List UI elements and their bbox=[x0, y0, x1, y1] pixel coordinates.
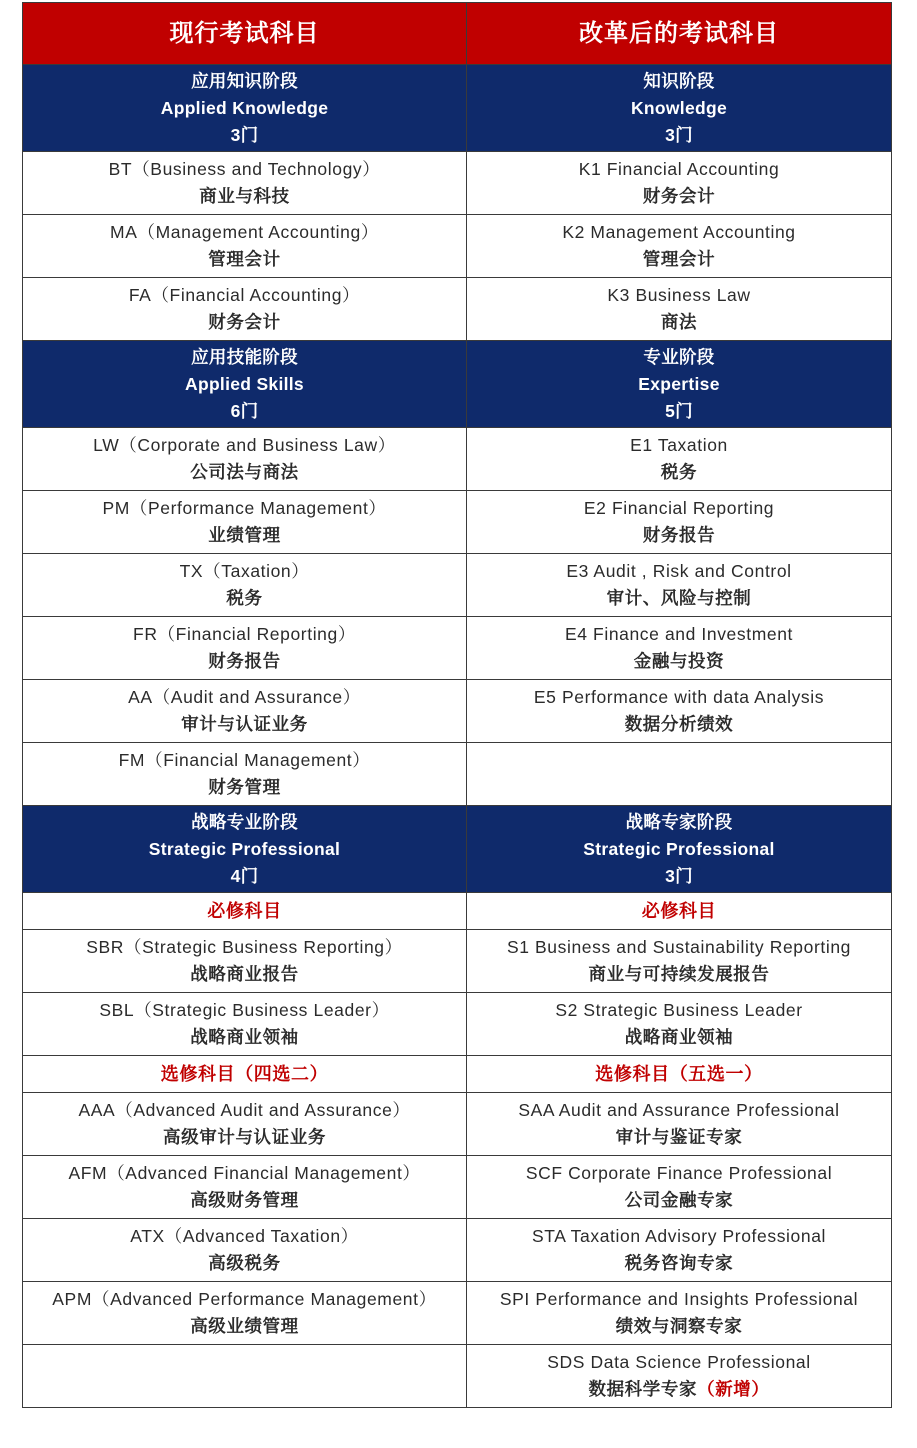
subject-en: E3 Audit , Risk and Control bbox=[566, 561, 792, 581]
subject-cell-left bbox=[23, 993, 467, 1056]
table-row bbox=[23, 1156, 892, 1219]
stage-name-cn: 战略专家阶段 bbox=[625, 811, 733, 832]
stage-name-en: Strategic Professional bbox=[148, 838, 341, 859]
stage-header-right bbox=[467, 65, 892, 152]
subject-cell-left bbox=[23, 428, 467, 491]
subject-cn: 战略商业领袖 bbox=[624, 1027, 734, 1047]
subject-cell-left bbox=[23, 1156, 467, 1219]
subject-cn: 高级业绩管理 bbox=[190, 1316, 299, 1336]
subject-cell-left bbox=[23, 152, 467, 215]
table-row bbox=[23, 1345, 892, 1408]
subject-cn: 高级审计与认证业务 bbox=[163, 1127, 326, 1147]
subject-en: MA（Management Accounting） bbox=[110, 222, 379, 242]
table-row bbox=[23, 428, 892, 491]
stage-name-en: Applied Skills bbox=[185, 373, 304, 394]
subject-cell-right bbox=[467, 617, 892, 680]
stage-name-cn: 知识阶段 bbox=[643, 70, 715, 91]
subject-en: LW（Corporate and Business Law） bbox=[93, 435, 396, 455]
stage-subject-count: 6门 bbox=[230, 400, 259, 421]
table-row bbox=[23, 743, 892, 806]
subject-cn: 公司法与商法 bbox=[190, 462, 299, 482]
stage-name-cn: 应用技能阶段 bbox=[191, 346, 298, 367]
subject-cn: 财务报告 bbox=[642, 525, 716, 545]
subject-cell-left bbox=[23, 680, 467, 743]
stage-subject-count: 3门 bbox=[230, 124, 259, 145]
subject-cell-left bbox=[23, 215, 467, 278]
subject-cell-left bbox=[23, 930, 467, 993]
subject-cn: 税务 bbox=[226, 588, 263, 608]
table-row bbox=[23, 1219, 892, 1282]
subject-en: E1 Taxation bbox=[630, 435, 728, 455]
required-label-right: 必修科目 bbox=[467, 893, 892, 930]
subject-en: FR（Financial Reporting） bbox=[133, 624, 356, 644]
stage-name-cn: 战略专业阶段 bbox=[191, 811, 298, 832]
table-row bbox=[23, 680, 892, 743]
stage-subject-count: 3门 bbox=[665, 865, 693, 886]
subject-cell-right bbox=[467, 428, 892, 491]
subject-cn: 数据科学专家 bbox=[588, 1379, 698, 1399]
stage-name-en: Strategic Professional bbox=[583, 838, 775, 859]
stage-header-left bbox=[23, 341, 467, 428]
subject-cell-right bbox=[467, 554, 892, 617]
subject-cell-right bbox=[467, 491, 892, 554]
subject-cell-right bbox=[467, 215, 892, 278]
subject-cn: 数据分析绩效 bbox=[624, 714, 734, 734]
stage-subject-count: 5门 bbox=[665, 400, 693, 421]
elective-label-left: 选修科目（四选二） bbox=[23, 1056, 467, 1093]
empty-cell bbox=[467, 743, 892, 806]
subject-en: ATX（Advanced Taxation） bbox=[130, 1226, 359, 1246]
subject-en: AFM（Advanced Financial Management） bbox=[68, 1163, 421, 1183]
table-row bbox=[23, 930, 892, 993]
subject-en: TX（Taxation） bbox=[179, 561, 310, 581]
subject-cn: 商业与科技 bbox=[199, 186, 290, 206]
subject-cn: 管理会计 bbox=[642, 249, 716, 269]
subject-en: K1 Financial Accounting bbox=[578, 159, 780, 179]
subject-cn: 商法 bbox=[660, 312, 698, 332]
subject-en: SBR（Strategic Business Reporting） bbox=[86, 937, 403, 957]
stage-name-en: Applied Knowledge bbox=[160, 97, 329, 118]
subject-cn: 金融与投资 bbox=[633, 651, 725, 671]
subject-en: AAA（Advanced Audit and Assurance） bbox=[78, 1100, 411, 1120]
table-row bbox=[23, 554, 892, 617]
subject-en: FM（Financial Management） bbox=[118, 750, 371, 770]
subject-cell-right bbox=[467, 278, 892, 341]
table-row bbox=[23, 152, 892, 215]
stage-header-right bbox=[467, 341, 892, 428]
stage-header-left bbox=[23, 806, 467, 893]
empty-cell bbox=[23, 1345, 467, 1408]
subject-cn: 业绩管理 bbox=[208, 525, 281, 545]
stage-header-left bbox=[23, 65, 467, 152]
elective-label-right: 选修科目（五选一） bbox=[467, 1056, 892, 1093]
subject-cn: 公司金融专家 bbox=[624, 1190, 734, 1210]
subject-cn: 财务会计 bbox=[642, 186, 716, 206]
subject-cell-left bbox=[23, 1219, 467, 1282]
subject-en: BT（Business and Technology） bbox=[108, 159, 381, 179]
subject-cell-left bbox=[23, 617, 467, 680]
subject-cell-right bbox=[467, 930, 892, 993]
subject-cn-wrapper bbox=[471, 1376, 887, 1403]
subject-cell-left bbox=[23, 1093, 467, 1156]
subject-cell-right bbox=[467, 1345, 892, 1408]
stage-header-right bbox=[467, 806, 892, 893]
subject-cell-left bbox=[23, 1282, 467, 1345]
table-header-row bbox=[23, 3, 892, 65]
elective-subjects-row bbox=[23, 1056, 892, 1093]
subject-en: SAA Audit and Assurance Professional bbox=[518, 1100, 840, 1120]
subject-cell-left bbox=[23, 491, 467, 554]
subject-en: SCF Corporate Finance Professional bbox=[525, 1163, 833, 1183]
new-badge: （新增） bbox=[697, 1379, 770, 1399]
exam-comparison-table-wrapper bbox=[22, 2, 891, 1408]
subject-en: S1 Business and Sustainability Reporting bbox=[506, 937, 852, 957]
subject-cell-right bbox=[467, 1093, 892, 1156]
table-row bbox=[23, 617, 892, 680]
subject-cn: 税务咨询专家 bbox=[624, 1253, 734, 1273]
subject-cell-right bbox=[467, 680, 892, 743]
table-row bbox=[23, 215, 892, 278]
table-row bbox=[23, 278, 892, 341]
subject-cn: 财务管理 bbox=[208, 777, 281, 797]
subject-cell-right bbox=[467, 152, 892, 215]
subject-cn: 商业与可持续发展报告 bbox=[588, 964, 770, 984]
stage-header-row bbox=[23, 341, 892, 428]
subject-en: E5 Performance with data Analysis bbox=[533, 687, 825, 707]
subject-en: STA Taxation Advisory Professional bbox=[531, 1226, 827, 1246]
subject-en: PM（Performance Management） bbox=[102, 498, 387, 518]
table-row bbox=[23, 993, 892, 1056]
header-current-exams: 现行考试科目 bbox=[23, 3, 467, 65]
subject-cn: 战略商业领袖 bbox=[190, 1027, 299, 1047]
stage-header-row bbox=[23, 65, 892, 152]
subject-en: APM（Advanced Performance Management） bbox=[52, 1289, 437, 1309]
subject-en: K3 Business Law bbox=[607, 285, 751, 305]
subject-cn: 高级税务 bbox=[208, 1253, 281, 1273]
subject-en: AA（Audit and Assurance） bbox=[128, 687, 361, 707]
subject-en: E4 Finance and Investment bbox=[564, 624, 794, 644]
subject-cell-left bbox=[23, 743, 467, 806]
stage-name-cn: 专业阶段 bbox=[643, 346, 715, 367]
subject-cell-right bbox=[467, 1219, 892, 1282]
stage-name-en: Expertise bbox=[638, 373, 720, 394]
subject-en: SPI Performance and Insights Professional bbox=[499, 1289, 859, 1309]
subject-en: K2 Management Accounting bbox=[562, 222, 796, 242]
stage-header-row bbox=[23, 806, 892, 893]
subject-cn: 税务 bbox=[660, 462, 698, 482]
required-subjects-row bbox=[23, 893, 892, 930]
exam-comparison-table bbox=[22, 2, 892, 1408]
subject-cell-right bbox=[467, 1156, 892, 1219]
stage-name-cn: 应用知识阶段 bbox=[191, 70, 298, 91]
subject-cn: 审计与鉴证专家 bbox=[615, 1127, 743, 1147]
table-row bbox=[23, 1282, 892, 1345]
stage-name-en: Knowledge bbox=[630, 97, 728, 118]
subject-cn: 财务会计 bbox=[208, 312, 281, 332]
table-row bbox=[23, 1093, 892, 1156]
subject-cn: 财务报告 bbox=[208, 651, 281, 671]
subject-cn: 高级财务管理 bbox=[190, 1190, 299, 1210]
subject-cell-left bbox=[23, 278, 467, 341]
stage-subject-count: 4门 bbox=[230, 865, 259, 886]
subject-cell-right bbox=[467, 1282, 892, 1345]
required-label-left: 必修科目 bbox=[23, 893, 467, 930]
subject-en: E2 Financial Reporting bbox=[583, 498, 775, 518]
subject-cn: 战略商业报告 bbox=[190, 964, 299, 984]
subject-cn: 绩效与洞察专家 bbox=[615, 1316, 743, 1336]
subject-cell-right bbox=[467, 993, 892, 1056]
subject-cn: 审计、风险与控制 bbox=[606, 588, 752, 608]
subject-en: FA（Financial Accounting） bbox=[128, 285, 361, 305]
subject-en: SDS Data Science Professional bbox=[547, 1352, 811, 1372]
subject-en: S2 Strategic Business Leader bbox=[555, 1000, 803, 1020]
header-reformed-exams: 改革后的考试科目 bbox=[467, 3, 892, 65]
subject-en: SBL（Strategic Business Leader） bbox=[99, 1000, 390, 1020]
stage-subject-count: 3门 bbox=[665, 124, 693, 145]
subject-cell-left bbox=[23, 554, 467, 617]
table-row bbox=[23, 491, 892, 554]
subject-cn: 审计与认证业务 bbox=[181, 714, 308, 734]
subject-cn: 管理会计 bbox=[208, 249, 281, 269]
